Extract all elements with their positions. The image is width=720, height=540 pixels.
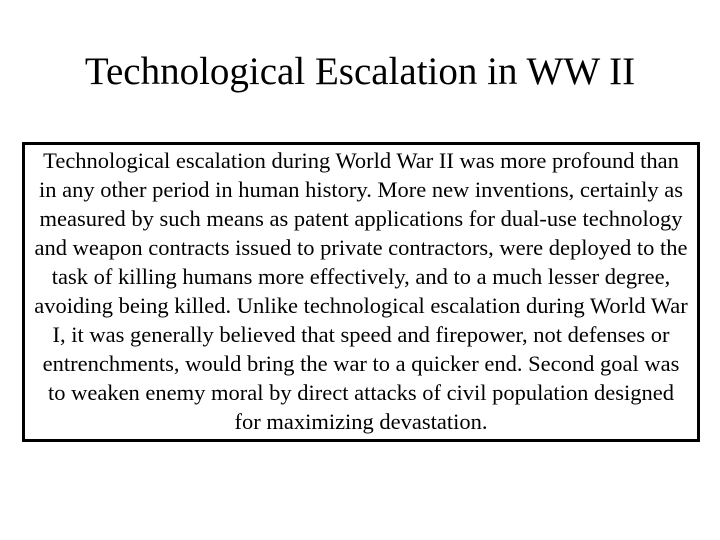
slide-title: Technological Escalation in WW II bbox=[84, 50, 636, 93]
body-text-box bbox=[22, 142, 700, 442]
body-paragraph: Technological escalation during World War II was more profound than in any other period in human history. More new inventions, certainly as measured by such means as patent applications for dual-use technology and weapon contracts issued to private contractors, were deployed to the task of killing humans more effectively, and to a much lesser degree, avoiding being killed. Unlike technological escalation during World War I, it was generally believed that speed and firepower, not defenses or entrenchments, would bring the war to a quicker end. Second goal was to weaken enemy moral by direct attacks of civil population designed for maximizing devastation. bbox=[34, 148, 688, 434]
